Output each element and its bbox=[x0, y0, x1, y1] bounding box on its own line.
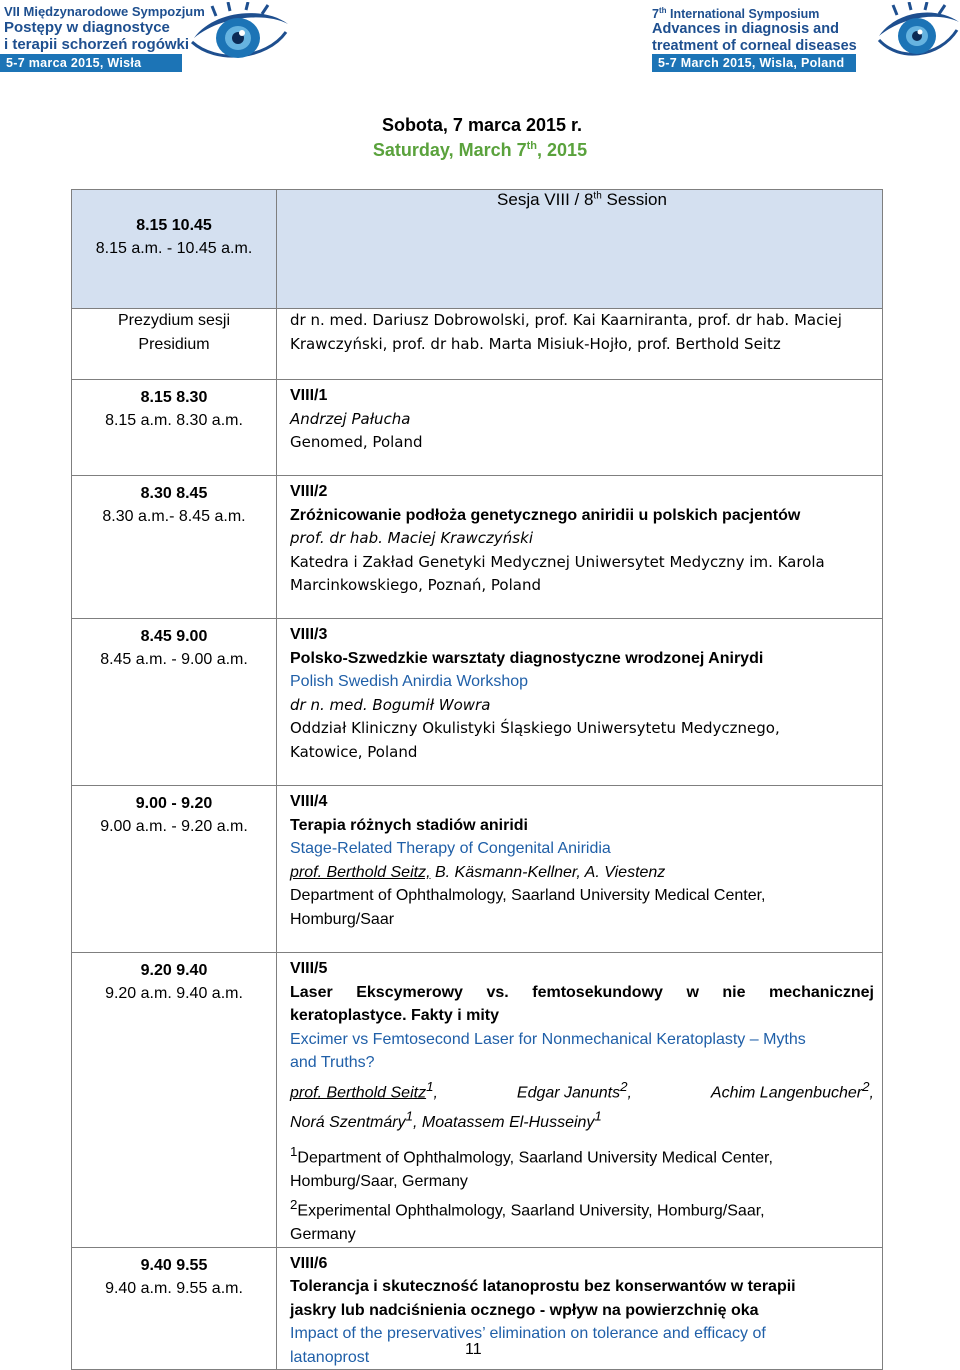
talk-time-main: 8.15 8.30 bbox=[140, 389, 208, 406]
session-time-main: 8.15 10.45 bbox=[136, 217, 212, 234]
talk-affiliation-line1: Katedra i Zakład Genetyki Medycznej Uniwersytet Medyczny im. Karola bbox=[290, 552, 825, 571]
banner-en-date-strip: 5-7 March 2015, Wisla, Poland bbox=[652, 54, 856, 72]
session-time-cell bbox=[72, 190, 277, 309]
banner-pl-date-strip: 5-7 marca 2015, Wisła bbox=[0, 54, 182, 72]
talk-details-cell bbox=[277, 619, 883, 786]
presidium-members-line1: dr n. med. Dariusz Dobrowolski, prof. Kai Kaarniranta, prof. dr hab. Maciej bbox=[290, 311, 842, 329]
affiliation-1-line1: $^1$Department of Ophthalmology, Saarland University Medical Center, bbox=[290, 1144, 773, 1167]
talk-time-cell bbox=[72, 619, 277, 786]
talk-details-cell bbox=[277, 380, 883, 476]
banner-pl-line1: VII Międzynarodowe Sympozjum bbox=[4, 4, 205, 19]
talk-affiliation-line1: Department of Ophthalmology, Saarland University Medical Center, bbox=[290, 887, 766, 904]
talk-row bbox=[72, 786, 883, 953]
author-2: Edgar Janunts$^2$, bbox=[516, 1078, 632, 1101]
symposium-banner-en bbox=[638, 0, 960, 78]
title-word: vs. bbox=[486, 983, 509, 1001]
talk-affiliation: Genomed, Poland bbox=[290, 433, 423, 451]
talk-time-cell bbox=[72, 1247, 277, 1370]
talk-time-sub: 8.30 a.m.- 8.45 a.m. bbox=[102, 508, 246, 525]
talk-time-sub: 8.15 a.m. 8.30 a.m. bbox=[105, 412, 243, 429]
talk-details-cell bbox=[277, 786, 883, 953]
author-5: Moatassem El-Husseiny$^1$ bbox=[421, 1108, 602, 1131]
banner-pl-line3: i terapii schorzeń rogówki bbox=[4, 36, 190, 53]
author-4: Norá Szentmáry$^1$, bbox=[290, 1108, 418, 1131]
talk-title-en-line1: Impact of the preservatives’ elimination on tolerance and efficacy of bbox=[290, 1325, 766, 1343]
affiliation-2-line2: Germany bbox=[290, 1226, 356, 1244]
talk-time-sub: 9.00 a.m. - 9.20 a.m. bbox=[100, 818, 248, 835]
talk-time-main: 9.40 9.55 bbox=[140, 1256, 208, 1274]
session-title-cell bbox=[277, 190, 883, 309]
talk-time-main: 9.20 9.40 bbox=[140, 962, 208, 979]
title-word: nie bbox=[722, 983, 746, 1001]
talk-title-en-line2: and Truths? bbox=[290, 1054, 375, 1071]
talk-title-pl: Zróżnicowanie podłoża genetycznego aniridii u polskich pacjentów bbox=[290, 506, 801, 524]
page-number: 11 bbox=[465, 1341, 482, 1358]
session-title: Sesja VIII / 8th Session bbox=[497, 190, 667, 209]
affiliation-1-line2: Homburg/Saar, Germany bbox=[290, 1172, 468, 1190]
talk-author: Andrzej Pałucha bbox=[290, 409, 411, 428]
talk-code: VIII/2 bbox=[290, 483, 328, 500]
session-programme-table bbox=[71, 189, 883, 1370]
talk-time-sub: 9.20 a.m. 9.40 a.m. bbox=[105, 985, 243, 1002]
talk-details-cell bbox=[277, 953, 883, 1248]
talk-code: VIII/6 bbox=[290, 1254, 328, 1272]
title-word: Ekscymerowy bbox=[356, 983, 463, 1001]
talk-code: VIII/5 bbox=[290, 960, 328, 977]
banner-pl-text bbox=[4, 4, 205, 53]
title-word: w bbox=[686, 983, 699, 1001]
presenting-author: prof. Berthold Seitz, bbox=[290, 863, 431, 881]
symposium-banner-pl bbox=[0, 0, 300, 78]
talk-affiliation-line2: Marcinkowskiego, Poznań, Poland bbox=[290, 576, 542, 594]
talk-title-pl: Polsko-Szwedzkie warsztaty diagnostyczne wrodzonej Anirydi bbox=[290, 649, 764, 667]
day-title-pl: Sobota, 7 marca 2015 r. bbox=[381, 115, 583, 135]
banner-en-text bbox=[652, 4, 867, 55]
talk-title-en-line2: latanoprost bbox=[290, 1348, 370, 1366]
eye-logo-icon bbox=[875, 2, 960, 64]
talk-title-en: Stage-Related Therapy of Congenital Aniridia bbox=[290, 840, 611, 857]
talk-authors bbox=[290, 861, 874, 885]
eye-logo-icon bbox=[186, 2, 291, 66]
presidium-members-cell bbox=[277, 309, 883, 380]
talk-authors-line1 bbox=[290, 1075, 874, 1105]
talk-title-pl-line1: Tolerancja i skuteczność latanoprostu bez konserwantów w terapii bbox=[290, 1278, 796, 1296]
presidium-label-cell bbox=[72, 309, 277, 380]
talk-time-cell bbox=[72, 476, 277, 619]
banner-en-line1: 7th International Symposium bbox=[652, 6, 820, 22]
talk-affiliation-line2: Katowice, Poland bbox=[290, 742, 418, 761]
presidium-label-en: Presidium bbox=[138, 335, 210, 353]
title-word: Laser bbox=[290, 983, 333, 1001]
talk-time-sub: 8.45 a.m. - 9.00 a.m. bbox=[100, 651, 248, 668]
talk-affiliation-line2: Homburg/Saar bbox=[290, 910, 395, 928]
presidium-row bbox=[72, 309, 883, 380]
talk-time-cell bbox=[72, 786, 277, 953]
title-word: femtosekundowy bbox=[532, 983, 663, 1001]
talk-time-cell bbox=[72, 953, 277, 1248]
affiliation-2-line1: $^2$Experimental Ophthalmology, Saarland University, Homburg/Saar, bbox=[290, 1197, 765, 1220]
presidium-label-pl: Prezydium sesji bbox=[117, 312, 231, 329]
banner-en-line2: Advances in diagnosis and bbox=[652, 21, 839, 38]
author-1: prof. Berthold Seitz$^1$, bbox=[290, 1078, 438, 1101]
talk-title-en: Polish Swedish Anirdia Workshop bbox=[290, 673, 529, 690]
banner-pl-line2: Postępy w diagnostyce bbox=[4, 19, 170, 36]
session-header-row bbox=[72, 190, 883, 309]
talk-title-en-line1: Excimer vs Femtosecond Laser for Nonmechanical Keratoplasty – Myths bbox=[290, 1030, 806, 1048]
talk-row bbox=[72, 380, 883, 476]
talk-row bbox=[72, 619, 883, 786]
talk-details-cell bbox=[277, 476, 883, 619]
author-3: Achim Langenbucher$^2$, bbox=[710, 1078, 874, 1101]
title-word: mechanicznej bbox=[769, 983, 874, 1001]
co-authors: B. Käsmann-Kellner, A. Viestenz bbox=[430, 863, 666, 881]
talk-row bbox=[72, 476, 883, 619]
talk-author: dr n. med. Bogumił Wowra bbox=[290, 695, 491, 714]
talk-time-sub: 9.40 a.m. 9.55 a.m. bbox=[105, 1279, 243, 1297]
talk-time-cell bbox=[72, 380, 277, 476]
session-time-sub: 8.15 a.m. - 10.45 a.m. bbox=[95, 240, 253, 257]
talk-title-pl-line2: keratoplastyce. Fakty i mity bbox=[290, 1007, 499, 1024]
talk-title-pl: Terapia różnych stadiów aniridi bbox=[290, 816, 528, 834]
talk-author: prof. dr hab. Maciej Krawczyński bbox=[290, 529, 533, 547]
day-title-en: Saturday, March 7th, 2015 bbox=[372, 140, 588, 160]
talk-time-main: 8.45 9.00 bbox=[140, 628, 208, 645]
talk-affiliation-line1: Oddział Kliniczny Okulistyki Śląskiego Uniwersytetu Medycznego, bbox=[290, 719, 780, 737]
talk-code: VIII/1 bbox=[290, 387, 328, 404]
talk-code: VIII/4 bbox=[290, 793, 328, 810]
talk-title-pl-line1 bbox=[290, 981, 874, 1005]
talk-time-main: 8.30 8.45 bbox=[140, 485, 208, 502]
talk-row bbox=[72, 953, 883, 1248]
presidium-members-line2: Krawczyński, prof. dr hab. Marta Misiuk-Hojło, prof. Berthold Seitz bbox=[290, 334, 781, 353]
talk-title-pl-line2: jaskry lub nadciśnienia ocznego - wpływ na powierzchnię oka bbox=[290, 1301, 759, 1319]
talk-authors-line2 bbox=[290, 1104, 874, 1134]
talk-details-cell bbox=[277, 1247, 883, 1370]
banner-en-line3: treatment of corneal diseases bbox=[652, 38, 857, 55]
talk-time-main: 9.00 - 9.20 bbox=[135, 795, 213, 812]
talk-code: VIII/3 bbox=[290, 626, 328, 643]
